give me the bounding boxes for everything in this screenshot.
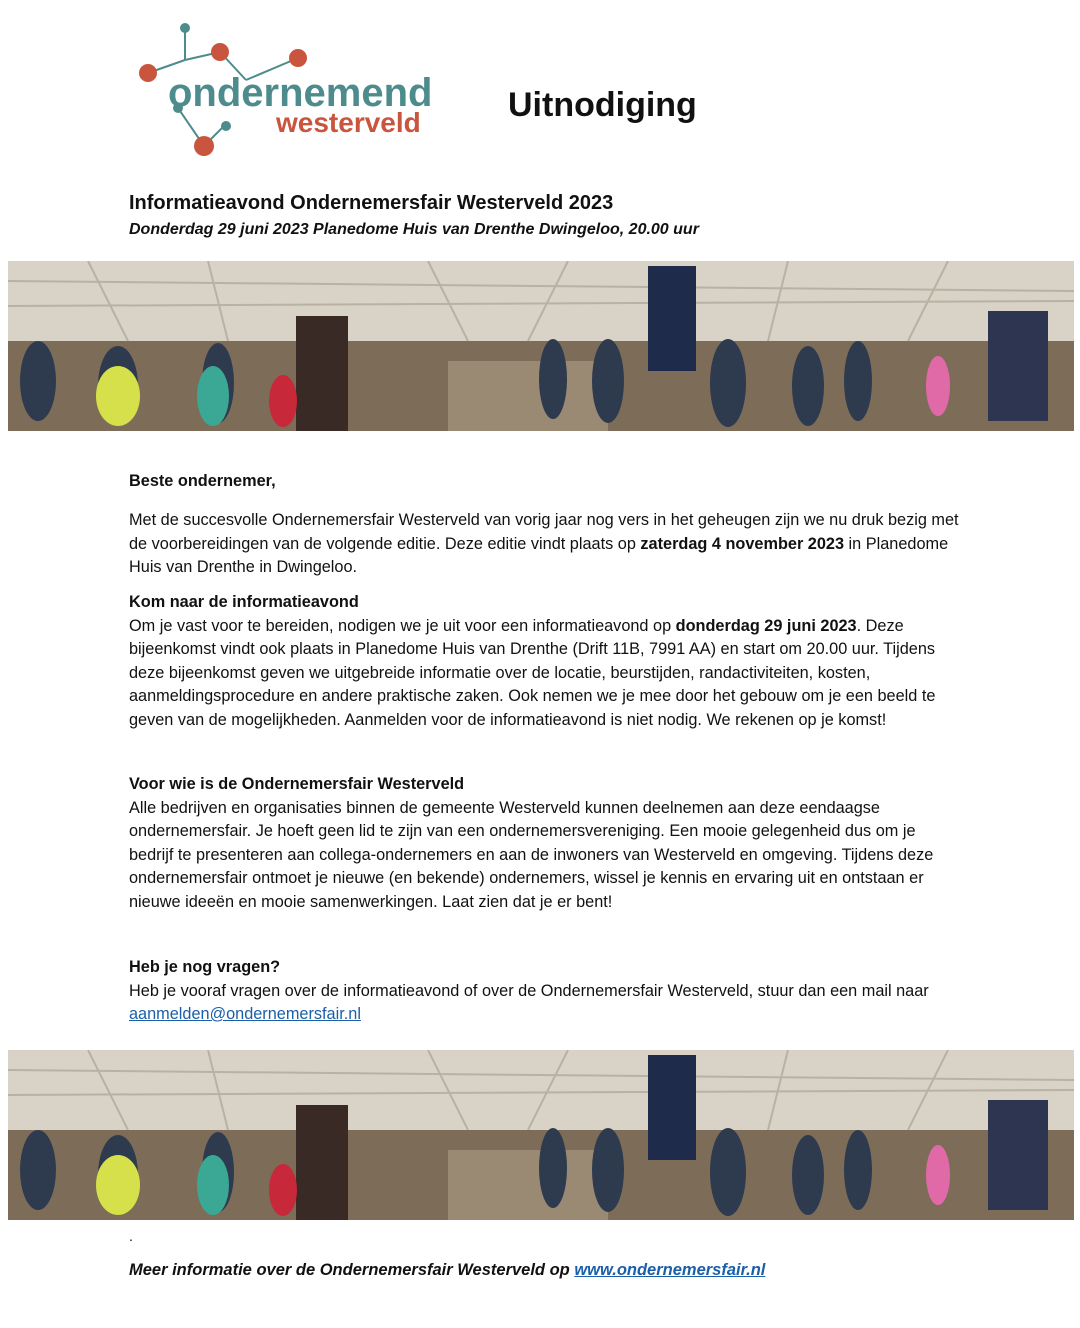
section-heading: Heb je nog vragen?: [129, 958, 281, 976]
logo-word-ondernemend: ondernemend: [168, 71, 433, 115]
section-date: donderdag 29 juni 2023: [675, 616, 857, 635]
website-link[interactable]: www.ondernemersfair.nl: [574, 1261, 766, 1279]
section-vragen: [129, 956, 959, 1027]
email-link[interactable]: aanmelden@ondernemersfair.nl: [129, 1005, 361, 1023]
intro-text-2: in Planedome Huis van Drenthe in Dwingeloo.: [129, 534, 949, 576]
fair-tent-panorama-top: [8, 261, 1074, 431]
section-text: Alle bedrijven en organisaties binnen de gemeente Westerveld kunnen deelnemen aan deze eendaagse ondernemersfair. Je hoeft geen lid te zijn van een ondernemersvereniging. Een mooie gelegenheid dus om je bedrijf te presenteren aan collega-ondernemers en aan de inwoners van Westerveld en omgeving. Tijdens deze ondernemersfair ontmoet je nieuwe (en bekende) ondernemers, wissel je kennis en ervaring uit en ontstaan er nieuwe ideeën en mooie samenwerkingen. Laat zien dat je er bent!: [129, 798, 934, 911]
ondernemend-westerveld-logo: [128, 18, 438, 163]
fair-tent-panorama-bottom: [8, 1050, 1074, 1220]
section-text-1: Om je vast voor te bereiden, nodigen we je uit voor een informatieavond op: [129, 616, 676, 635]
intro-date: zaterdag 4 november 2023: [640, 534, 845, 553]
section-text-2: . Deze bijeenkomst vindt ook plaats in Planedome Huis van Drenthe (Drift 11B, 7991 AA) en start om 20.00 uur. Tijdens deze bijeenkomst geven we uitgebreide informatie over de locatie, beurstijden, randactiviteiten, kosten, aanmeldingsprocedure en andere praktische zaken. Ook nemen we je mee door het gebouw om je een beeld te geven van de mogelijkheden. Aanmelden voor de informatieavond is niet nodig. We rekenen op je komst!: [129, 616, 936, 729]
intro-paragraph: [129, 509, 959, 580]
event-title: Informatieavond Ondernemersfair Westerveld 2023: [129, 192, 614, 214]
section-text: Heb je vooraf vragen over de informatieavond of over de Ondernemersfair Westerveld, stuur dan een mail naar: [129, 981, 929, 1000]
footer: [129, 1261, 765, 1280]
footer-text: Meer informatie over de Ondernemersfair Westerveld op: [129, 1261, 575, 1279]
section-voor-wie: [129, 773, 959, 914]
event-subtitle: Donderdag 29 juni 2023 Planedome Huis van Drenthe Dwingeloo, 20.00 uur: [129, 221, 699, 238]
page-title: Uitnodiging: [508, 86, 697, 124]
intro-text-1: Met de succesvolle Ondernemersfair Westerveld van vorig jaar nog vers in het geheugen zijn we nu druk bezig met de voorbereidingen van de volgende editie. Deze editie vindt plaats op: [129, 511, 959, 553]
section-informatieavond: [129, 591, 959, 732]
section-heading: Voor wie is de Ondernemersfair Westerveld: [129, 775, 465, 793]
separator-dot: .: [129, 1228, 133, 1244]
logo-word-westerveld: westerveld: [276, 107, 421, 138]
section-heading: Kom naar de informatieavond: [129, 593, 359, 611]
greeting: Beste ondernemer,: [129, 472, 276, 490]
